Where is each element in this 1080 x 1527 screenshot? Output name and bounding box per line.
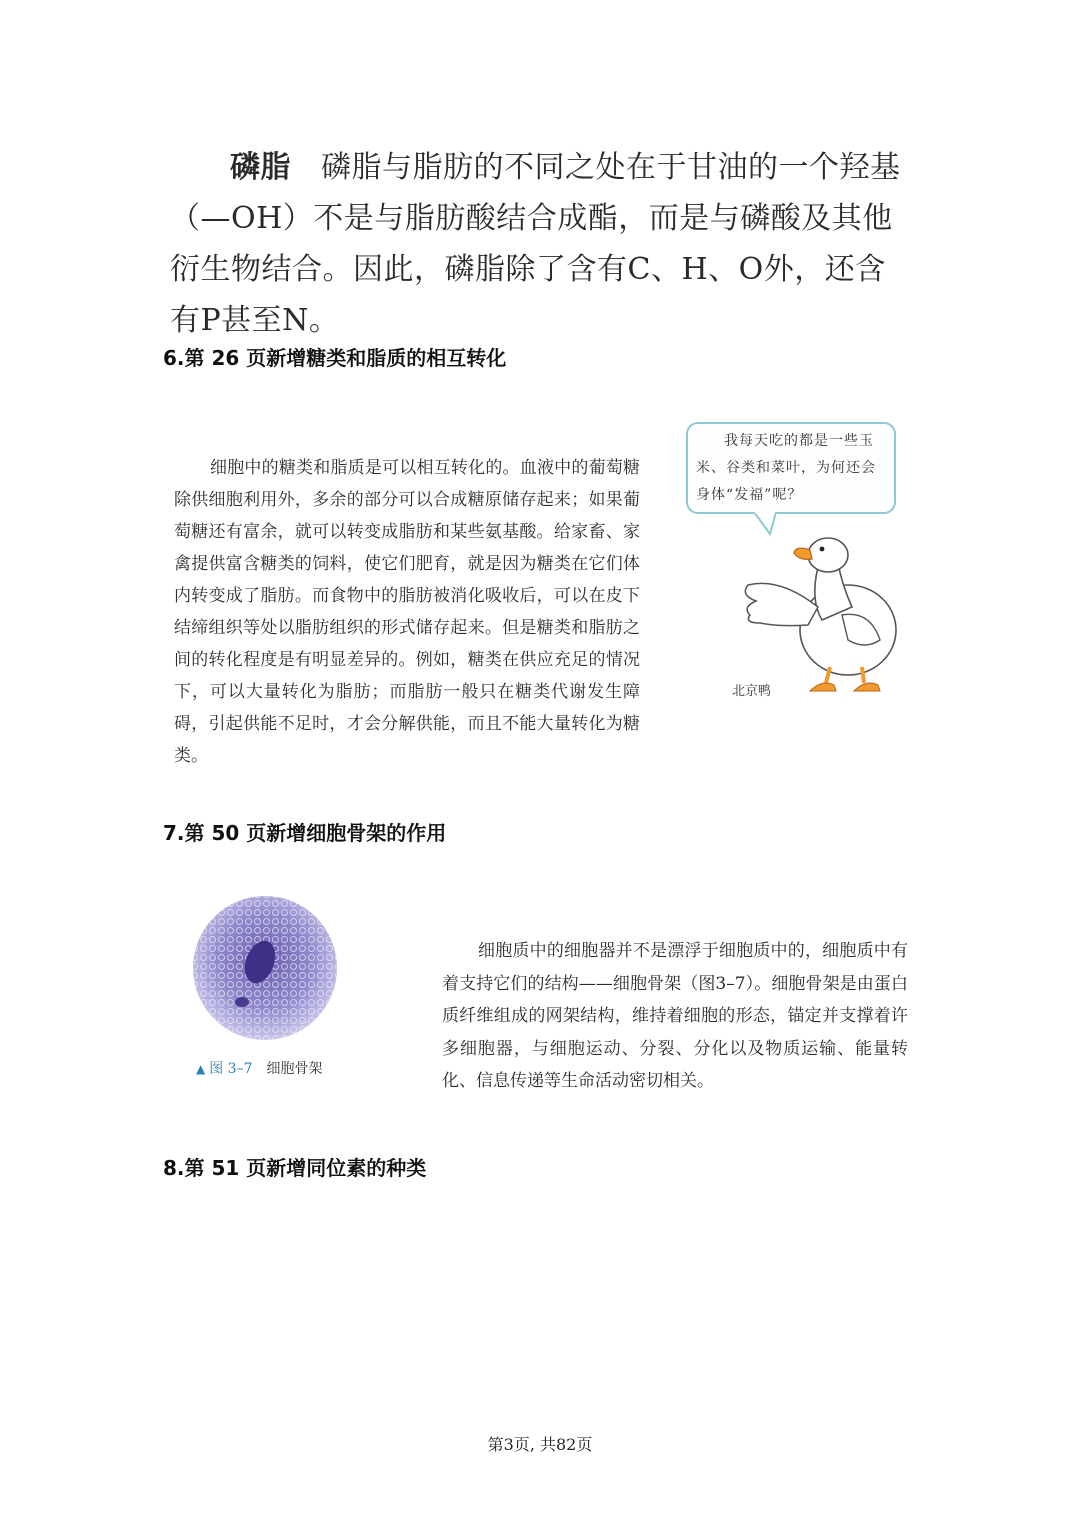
figure-caption-text: 细胞骨架	[266, 1061, 323, 1077]
section-6-heading: 6.第 26 页新增糖类和脂质的相互转化	[163, 346, 507, 370]
section-6-paragraph: 细胞中的糖类和脂质是可以相互转化的。血液中的葡萄糖除供细胞利用外，多余的部分可以合成糖原储存起来；如果葡萄糖还有富余，就可以转变成脂肪和某些氨基酸。给家畜、家禽提供富含糖类的饲料，使它们肥育，就是因为糖类在它们体内转变成了脂肪。而食物中的脂肪被消化吸收后，可以在皮下结缔组织等处以脂肪组织的形式储存起来。但是糖类和脂肪之间的转化程度是有明显差异的。例如，糖类在供应充足的情况下，可以大量转化为脂肪；而脂肪一般只在糖类代谢发生障碍，引起供能不足时，才会分解供能，而且不能大量转化为糖类。	[174, 458, 640, 766]
section-7-paragraph: 细胞质中的细胞器并不是漂浮于细胞质中的，细胞质中有着支持它们的结构——细胞骨架（图3–7）。细胞骨架是由蛋白质纤维组成的网架结构，维持着细胞的形态，锚定并支撑着许多细胞器，与细胞运动、分裂、分化以及物质运输、能量转化、信息传递等生命活动密切相关。	[442, 941, 908, 1091]
phospholipid-term: 磷脂	[230, 150, 291, 185]
speech-bubble: 我每天吃的都是一些玉米、谷类和菜叶，为何还会身体“发福”呢？	[686, 422, 896, 514]
figure-caption	[196, 1058, 323, 1078]
cytoskeleton-figure	[190, 890, 340, 1050]
figure-label: 图 3–7	[209, 1061, 253, 1077]
section-7-heading: 7.第 50 页新增细胞骨架的作用	[163, 821, 447, 845]
section-8-heading: 8.第 51 页新增同位素的种类	[163, 1156, 427, 1180]
page-footer: 第3页, 共82页	[487, 1435, 593, 1454]
triangle-marker-icon: ▲	[196, 1062, 206, 1076]
duck-caption: 北京鸭	[732, 684, 772, 699]
phospholipid-paragraph	[170, 142, 915, 346]
phospholipid-text: 磷脂与脂肪的不同之处在于甘油的一个羟基（—OH）不是与脂肪酸结合成酯，而是与磷酸及其他衍生物结合。因此，磷脂除了含有C、H、O外，还含有P甚至N。	[170, 150, 901, 338]
beijing-duck-illustration	[730, 515, 910, 700]
